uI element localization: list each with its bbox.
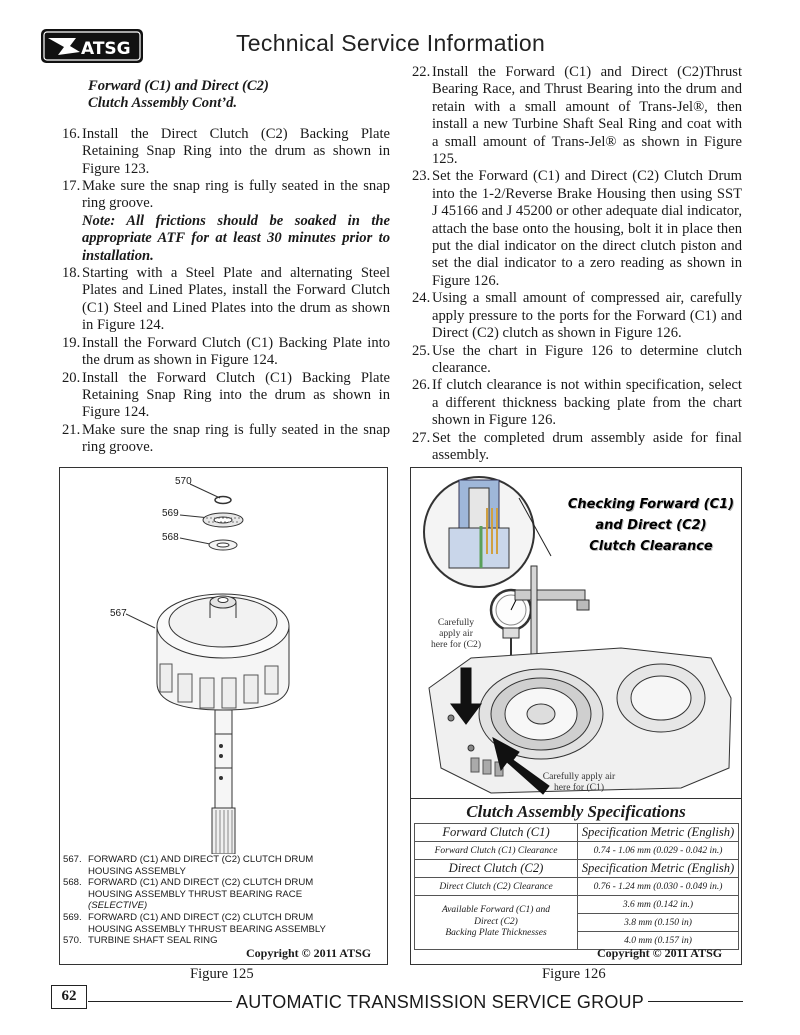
- step-17: 17. Make sure the snap ring is fully seated in the snap ring groove.: [62, 178, 390, 212]
- legend-item-570: 570. TURBINE SHAFT SEAL RING: [63, 935, 218, 947]
- table-row: [415, 860, 739, 878]
- table-cell: 0.74 - 1.06 mm (0.029 - 0.042 in.): [578, 842, 739, 860]
- air-port-c2-label: Carefully apply air here for (C2): [430, 617, 482, 650]
- step-20: 20. Install the Forward Clutch (C1) Backing Plate Retaining Snap Ring into the drum as shown in Figure 124.: [62, 369, 390, 421]
- step-26: 26. If clutch clearance is not within specification, select a different thickness backing plate from the chart shown in Figure 126.: [412, 377, 742, 429]
- step-24: 24. Using a small amount of compressed air, carefully apply pressure to the ports for the Forward (C1) and Direct (C2) clutch as shown in Figure 126.: [412, 290, 742, 342]
- step-18: 18. Starting with a Steel Plate and alternating Steel Plates and Lined Plates, install the Forward Clutch (C1) Steel and Lined Plates into the drum as shown in Figure 124.: [62, 265, 390, 334]
- clutch-drum-exploded-illustration: [60, 468, 389, 854]
- figure-126-copyright: Copyright © 2011 ATSG: [597, 946, 723, 960]
- table-row: [415, 896, 739, 914]
- logo-text: ATSG: [81, 39, 131, 59]
- figure-126-caption: Figure 126: [542, 966, 606, 982]
- table-cell: Forward Clutch (C1) Clearance: [415, 842, 578, 860]
- callout-569: 569: [162, 508, 179, 519]
- table-row: [415, 824, 739, 842]
- table-cell: Direct Clutch (C2): [415, 860, 578, 878]
- figure-126-box: [410, 467, 742, 965]
- step-16: 16. Install the Direct Clutch (C2) Backing Plate Retaining Snap Ring into the drum as shown in Figure 123.: [62, 125, 390, 177]
- page-title: Technical Service Information: [236, 30, 546, 56]
- table-cell: 0.76 - 1.24 mm (0.030 - 0.049 in.): [578, 878, 739, 896]
- callout-570: 570: [175, 476, 192, 487]
- footer-title: AUTOMATIC TRANSMISSION SERVICE GROUP: [232, 992, 648, 1013]
- table-cell: 3.6 mm (0.142 in.): [578, 896, 739, 914]
- figure-125-copyright: Copyright © 2011 ATSG: [246, 946, 372, 960]
- figure-125-caption: Figure 125: [190, 966, 254, 982]
- right-text-column: [412, 64, 742, 464]
- atsg-logo: [40, 28, 144, 64]
- table-cell: 3.8 mm (0.150 in): [578, 914, 739, 932]
- step-19: 19. Install the Forward Clutch (C1) Backing Plate into the drum as shown in Figure 124.: [62, 334, 390, 369]
- legend-item-569: 569. FORWARD (C1) AND DIRECT (C2) CLUTCH DRUM HOUSING ASSEMBLY THRUST BEARING ASSEMBLY: [63, 911, 326, 935]
- figure-125-box: [59, 467, 388, 965]
- clutch-spec-table: [414, 823, 739, 950]
- step-21: 21. Make sure the snap ring is fully seated in the snap ring groove.: [62, 421, 390, 456]
- step-27: 27. Set the completed drum assembly aside for final assembly.: [412, 429, 742, 463]
- table-row: [415, 842, 739, 860]
- figure-125-legend: [63, 854, 385, 947]
- step-25: 25. Use the chart in Figure 126 to determine clutch clearance.: [412, 342, 742, 376]
- table-cell: 4.0 mm (0.157 in): [578, 932, 739, 950]
- callout-567: 567: [110, 608, 127, 619]
- table-cell: Available Forward (C1) and Direct (C2) Backing Plate Thicknesses: [415, 896, 578, 950]
- step-23: 23. Set the Forward (C1) and Direct (C2) Clutch Drum into the 1-2/Reverse Brake Housing then using SST J 45166 and J 45200 or other adequate dial indicator, attach the base onto the housing, bolt it in place then put the dial indicator on the direct clutch piston and set the dial indicator to a zero reading as shown in Figure 126.: [412, 168, 742, 289]
- table-cell: Specification Metric (English): [578, 824, 739, 842]
- table-cell: Specification Metric (English): [578, 860, 739, 878]
- soak-note: Note: All frictions should be soaked in the appropriate ATF for at least 30 minutes prior to installation.: [82, 212, 390, 264]
- air-port-c1-label: Carefully apply air here for (C1): [542, 771, 616, 793]
- table-cell: Forward Clutch (C1): [415, 824, 578, 842]
- legend-item-567: 567. FORWARD (C1) AND DIRECT (C2) CLUTCH DRUM HOUSING ASSEMBLY: [63, 854, 314, 877]
- section-subheading: Forward (C1) and Direct (C2) Clutch Assembly Cont’d.: [88, 78, 269, 112]
- left-text-column: [62, 78, 390, 457]
- spec-table-title: Clutch Assembly Specifications: [411, 798, 741, 824]
- step-22: 22. Install the Forward (C1) and Direct (C2)Thrust Bearing Race, and Thrust Bearing into the drum and retain with a small amount of Trans-Jel®, then install a new Turbine Shaft Seal Ring and coat with a small amount of Trans-Jel® as shown in Figure 125.: [412, 64, 742, 168]
- table-row: [415, 878, 739, 896]
- table-cell: Direct Clutch (C2) Clearance: [415, 878, 578, 896]
- page-number: 62: [51, 985, 87, 1009]
- callout-568: 568: [162, 532, 179, 543]
- figure-126-title: Checking Forward (C1) and Direct (C2) Clutch Clearance: [567, 497, 735, 554]
- legend-item-568: 568. FORWARD (C1) AND DIRECT (C2) CLUTCH DRUM HOUSING ASSEMBLY THRUST BEARING RACE (SELECTIVE): [63, 877, 314, 912]
